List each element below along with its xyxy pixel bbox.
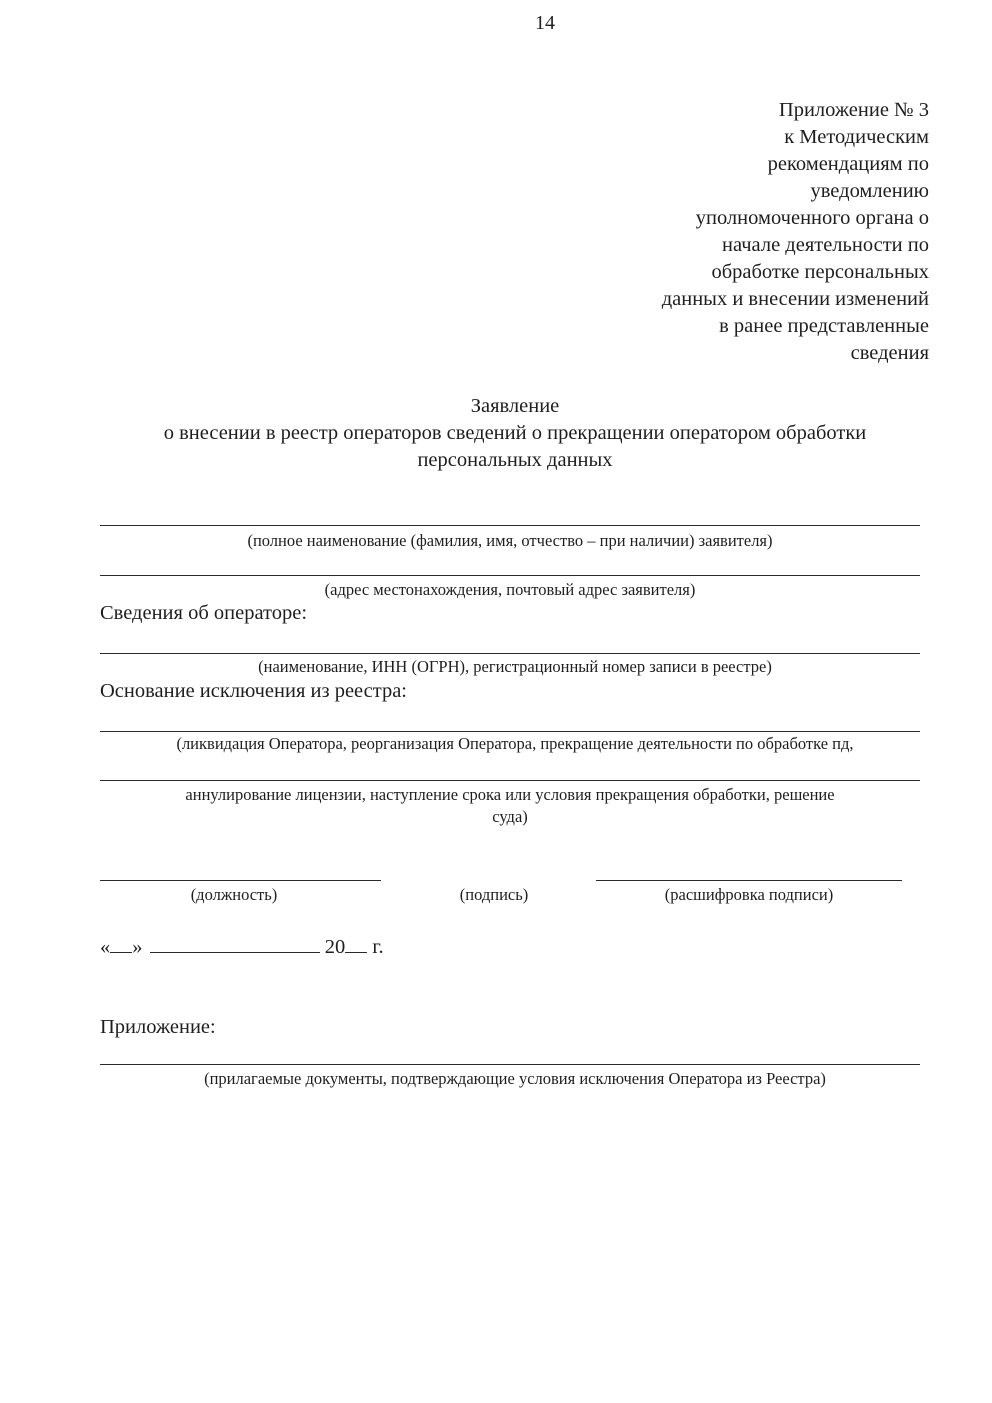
date-close-quote: » [132,936,143,958]
applicant-name-field[interactable] [100,525,920,526]
date-line [100,934,384,959]
title-line-3: персональных данных [417,449,613,471]
signature-caption: (подпись) [459,885,529,904]
position-field[interactable] [100,880,381,881]
basis-caption-2: аннулирование лицензии, наступление срока или условия прекращения обработки, решение [185,785,835,804]
date-year-field[interactable] [345,934,367,953]
appendix-line: к Методическим [784,126,929,148]
appendix-line: сведения [850,342,929,364]
operator-heading: Сведения об операторе: [100,602,308,624]
position-caption: (должность) [190,885,278,904]
signature-decoding-field[interactable] [596,880,902,881]
basis-field-1[interactable] [100,731,920,732]
applicant-address-caption: (адрес местонахождения, почтовый адрес заявителя) [324,580,696,599]
appendix-line: начале деятельности по [722,234,929,256]
basis-caption-3: суда) [492,807,528,826]
appendix-line: в ранее представленные [719,315,929,337]
document-title [60,393,970,474]
applicant-name-caption: (полное наименование (фамилия, имя, отчество – при наличии) заявителя) [247,531,773,550]
attachment-heading: Приложение: [100,1016,216,1038]
basis-field-2[interactable] [100,780,920,781]
appendix-line: уведомлению [810,180,929,202]
operator-info-field[interactable] [100,653,920,654]
page-number: 14 [535,12,555,34]
date-day-field[interactable] [110,934,132,953]
attachment-field[interactable] [100,1064,920,1065]
appendix-line: рекомендациям по [767,153,929,175]
operator-info-caption: (наименование, ИНН (ОГРН), регистрационный номер записи в реестре) [258,657,772,676]
attachment-caption: (прилагаемые документы, подтверждающие условия исключения Оператора из Реестра) [204,1069,826,1088]
appendix-line: обработке персональных [711,261,929,283]
date-open-quote: « [100,936,111,958]
basis-heading: Основание исключения из реестра: [100,680,407,702]
appendix-line: данных и внесении изменений [661,288,929,310]
date-year-suffix: г. [372,936,384,958]
date-month-field[interactable] [150,934,320,953]
basis-caption-1: (ликвидация Оператора, реорганизация Оператора, прекращение деятельности по обработке пд, [176,734,854,753]
appendix-line: уполномоченного органа о [695,207,929,229]
date-year-prefix: 20 [324,936,346,958]
appendix-note [589,97,929,367]
signature-decoding-caption: (расшифровка подписи) [664,885,834,904]
title-line-1: Заявление [470,395,560,417]
applicant-address-field[interactable] [100,575,920,576]
title-line-2: о внесении в реестр операторов сведений о прекращении оператором обработки [163,422,867,444]
appendix-line: Приложение № 3 [778,99,929,121]
